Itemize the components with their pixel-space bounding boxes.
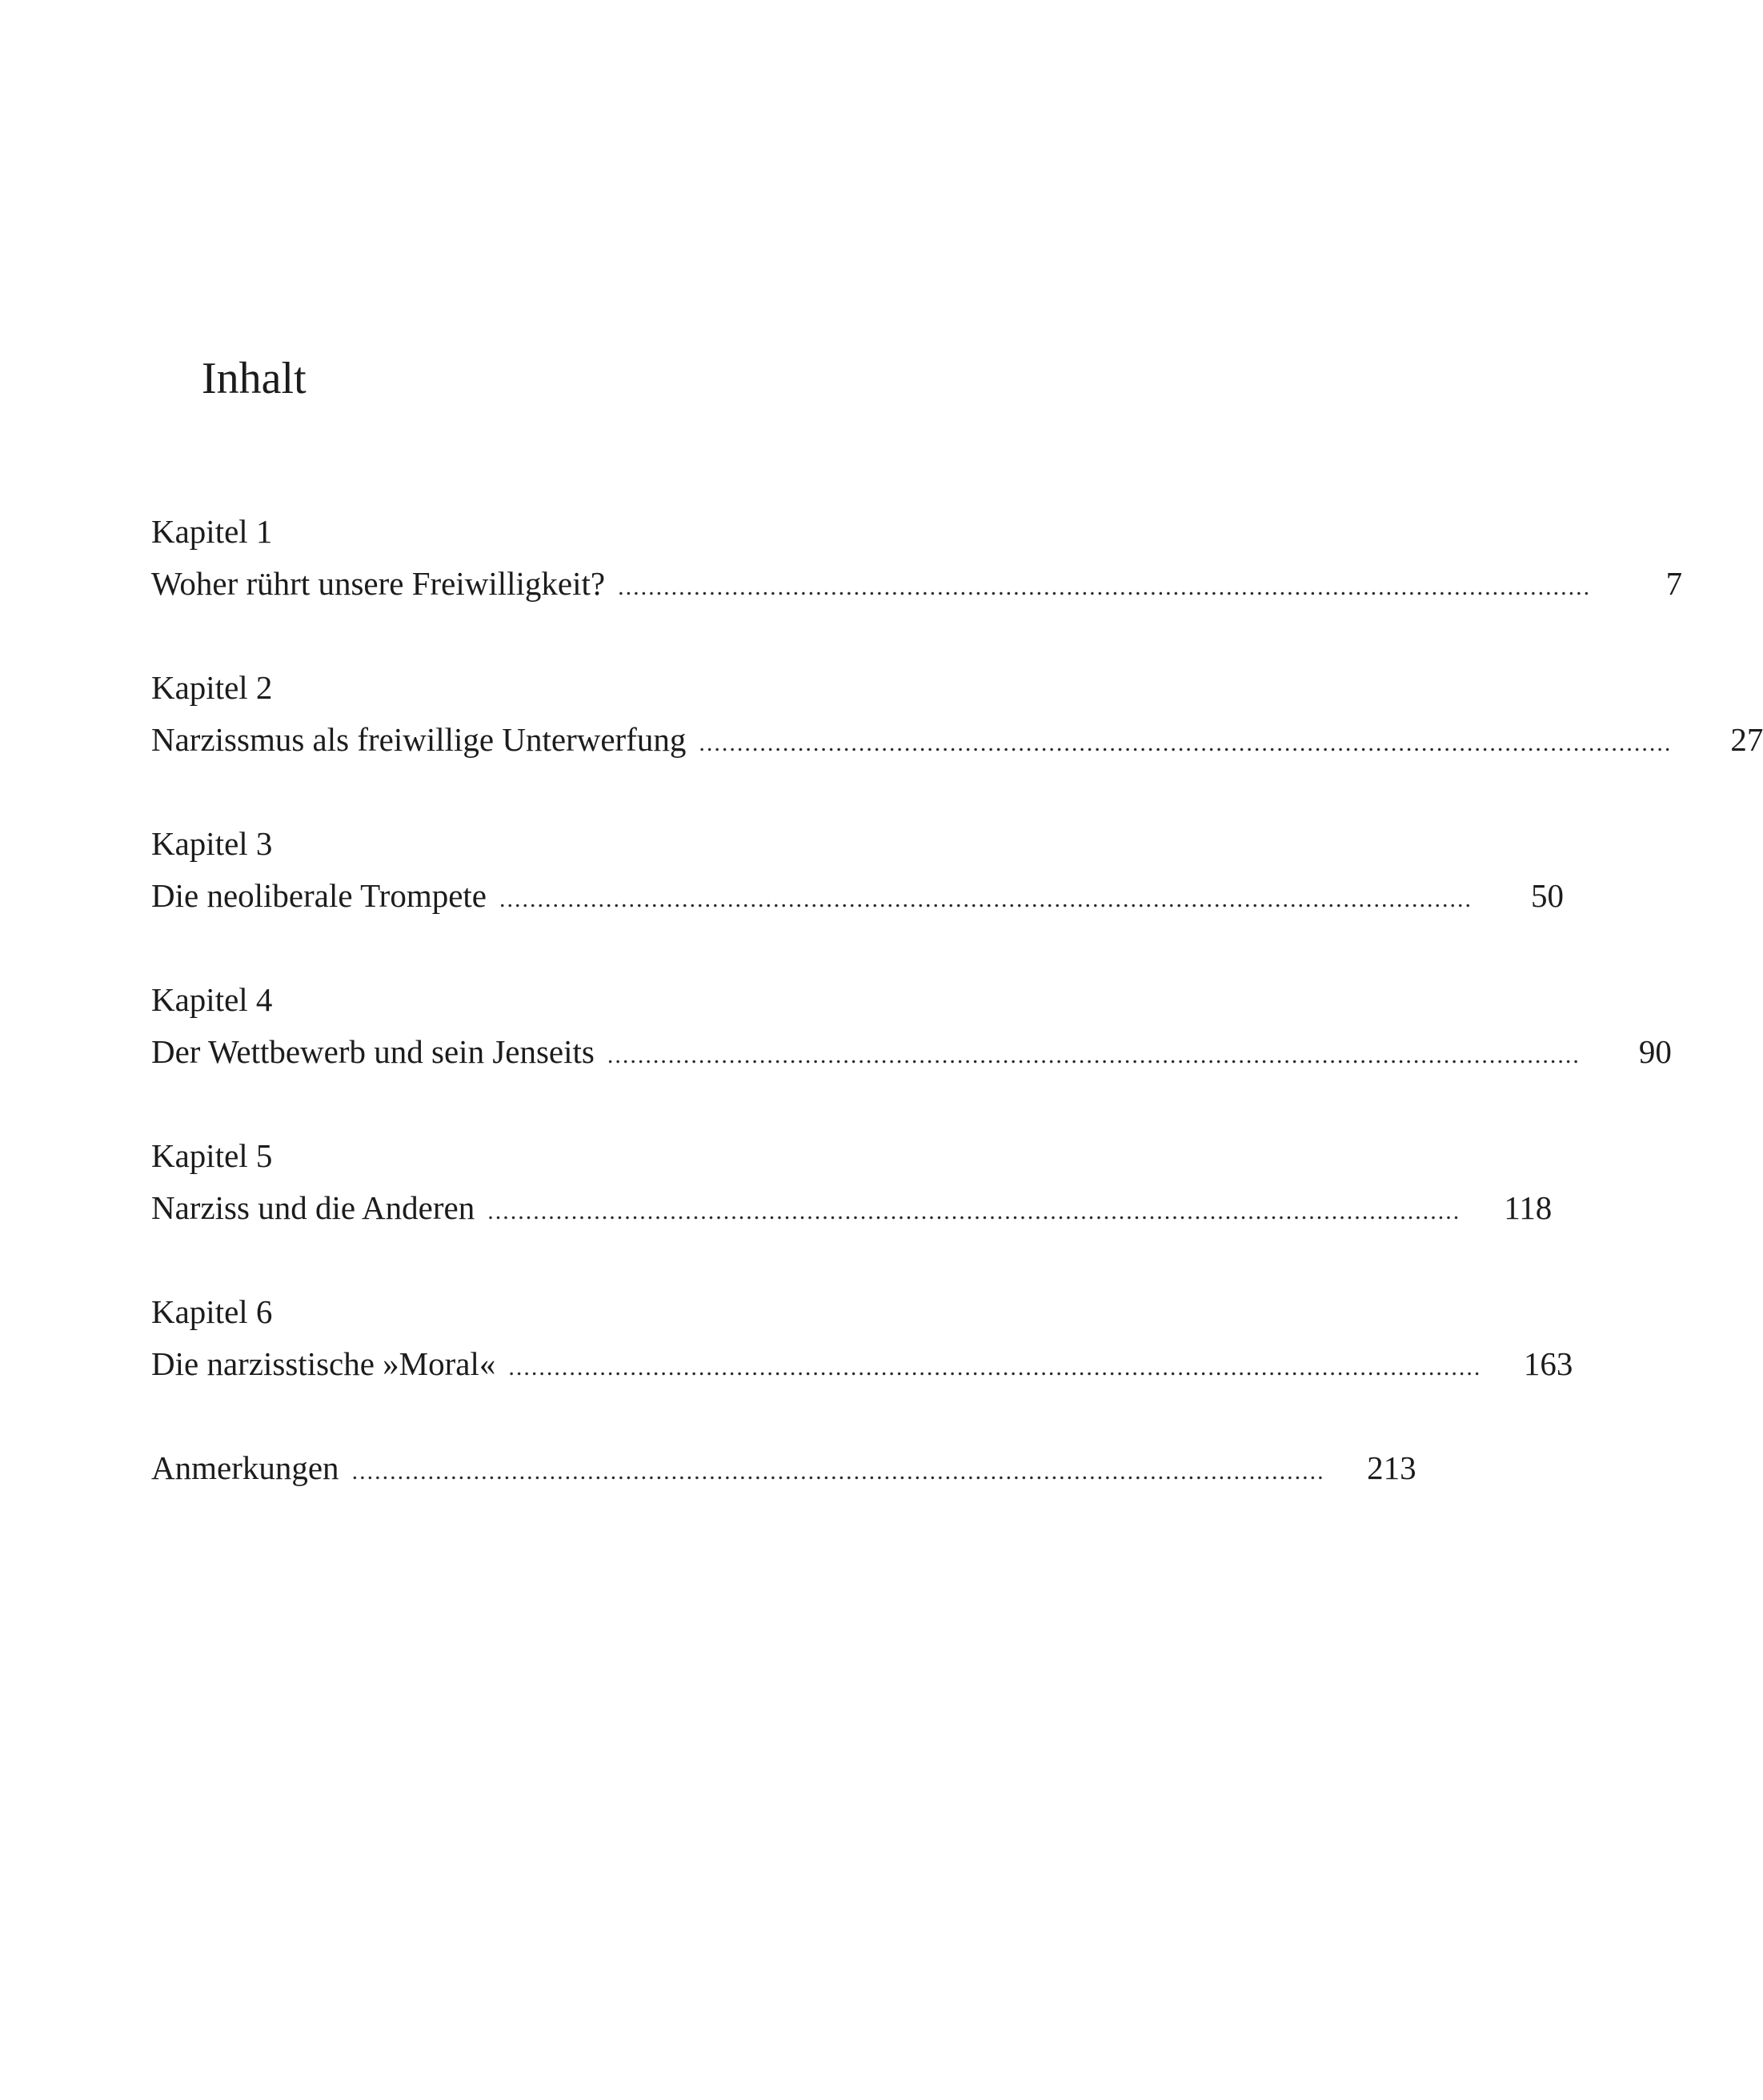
toc-entry-chapter-4[interactable]: [151, 974, 1672, 1078]
page-number: 50: [1531, 877, 1565, 914]
chapter-title: Narzissmus als freiwillige Unterwerfung: [151, 721, 687, 758]
toc-entry-chapter-5[interactable]: [151, 1130, 1553, 1234]
page-number: 118: [1504, 1189, 1553, 1226]
chapter-title: Die neoliberale Trompete: [151, 877, 487, 914]
page-number: 7: [1665, 565, 1683, 602]
toc-entry-appendix[interactable]: [151, 1442, 1416, 1494]
chapter-kicker: Kapitel 1: [151, 513, 273, 550]
table-of-contents: [151, 506, 1763, 1494]
page-number: 27: [1730, 721, 1763, 758]
chapter-title: Narziss und die Anderen: [151, 1189, 475, 1226]
toc-entry-chapter-6[interactable]: [151, 1286, 1573, 1390]
chapter-kicker: Kapitel 6: [151, 1293, 273, 1330]
page-number: 90: [1638, 1033, 1672, 1070]
page-number: 163: [1523, 1345, 1573, 1382]
chapter-kicker: Kapitel 3: [151, 825, 273, 862]
chapter-title: Der Wettbewerb und sein Jenseits: [151, 1033, 595, 1070]
dot-leader: ................................................................................................................................: [499, 886, 1473, 912]
chapter-kicker: Kapitel 2: [151, 669, 273, 706]
chapter-kicker: Kapitel 5: [151, 1137, 273, 1174]
dot-leader: ................................................................................................................................: [607, 1042, 1581, 1068]
chapter-kicker: Kapitel 4: [151, 981, 273, 1018]
toc-entry-chapter-1[interactable]: [151, 506, 1683, 610]
toc-entry-chapter-3[interactable]: [151, 818, 1565, 922]
dot-leader: ................................................................................................................................: [487, 1198, 1461, 1224]
dot-leader: ................................................................................................................................: [618, 574, 1592, 600]
dot-leader: ................................................................................................................................: [508, 1354, 1482, 1381]
page-title: Inhalt: [202, 354, 307, 403]
chapter-title: Woher rührt unsere Freiwilligkeit?: [151, 565, 606, 602]
chapter-title: Die narzisstische »Moral«: [151, 1345, 496, 1382]
page-number: 213: [1367, 1449, 1416, 1486]
dot-leader: ................................................................................................................................: [699, 730, 1673, 756]
dot-leader: ................................................................................................................................: [351, 1458, 1325, 1485]
appendix-title: Anmerkungen: [151, 1449, 339, 1486]
toc-entry-chapter-2[interactable]: [151, 662, 1763, 766]
